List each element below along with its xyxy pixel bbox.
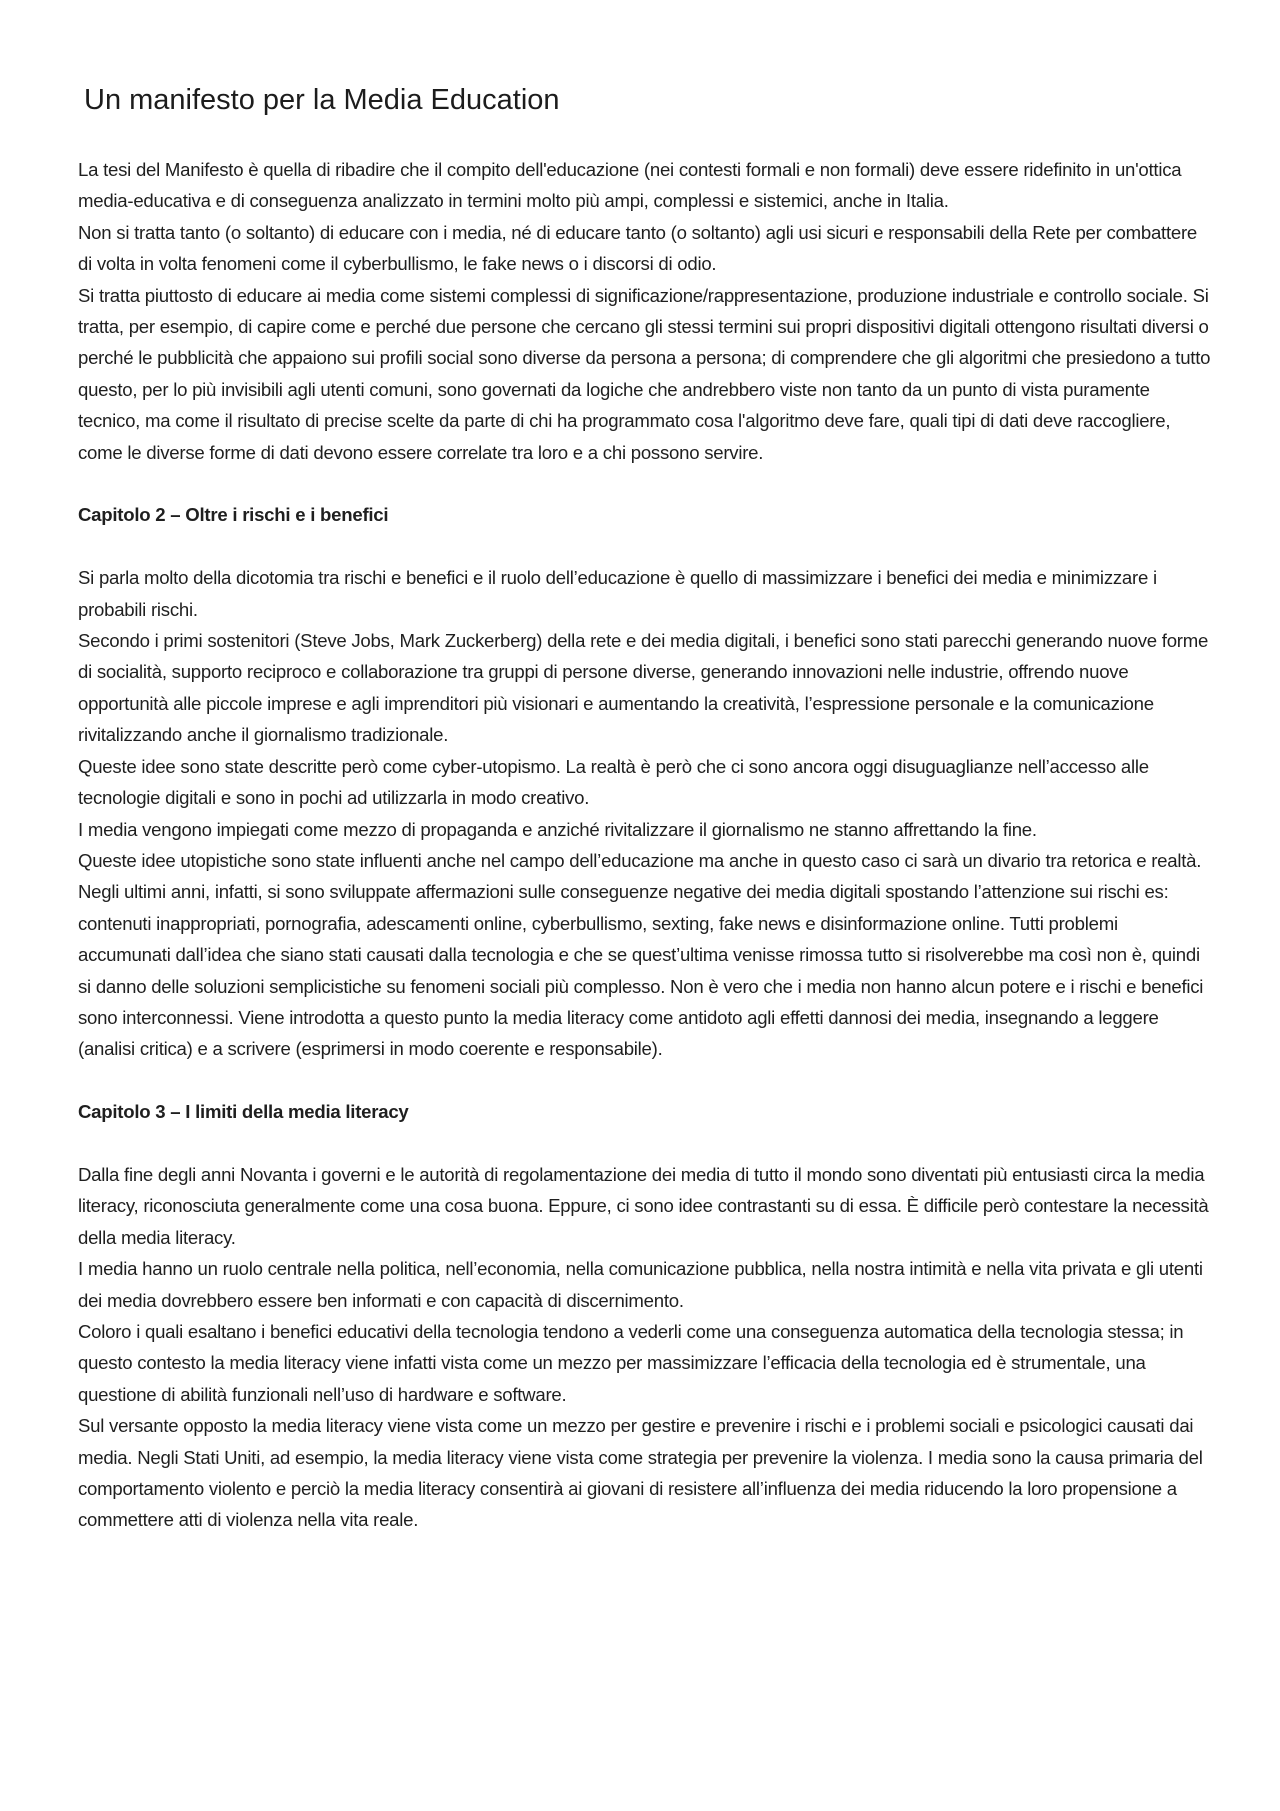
blank-line (78, 1065, 1212, 1096)
chapter-2-paragraph: I media vengono impiegati come mezzo di propaganda e anziché rivitalizzare il giornalismo ne stanno affrettando la fine. (78, 818, 1037, 840)
blank-line (78, 1128, 1212, 1159)
chapter-2-paragraph: Si parla molto della dicotomia tra rischi e benefici e il ruolo dell’educazione è quello di massimizzare i benefici dei media e minimizzare i probabili rischi. (78, 567, 1157, 620)
document-title: Un manifesto per la Media Education (84, 84, 560, 116)
chapter-3-section (78, 1096, 1212, 1536)
chapter-2-section (78, 499, 1212, 1064)
chapter-2-paragraph: Negli ultimi anni, infatti, si sono sviluppate affermazioni sulle conseguenze negative dei media digitali spostando l’attenzione sui rischi es: contenuti inappropriati, pornografia, adescamenti online, cyberbullismo, sexting, fake news e disinformazione online. Tutti problemi accumunati dall’idea che siano stati causati dalla tecnologia e che se quest’ultima venisse rimossa tutto si risolverebbe ma così non è, quindi si danno delle soluzioni semplicistiche su fenomeni sociali più complesso. Non è vero che i media non hanno alcun potere e i rischi e benefici sono interconnessi. Viene introdotta a questo punto la media literacy come antidoto agli effetti dannosi dei media, insegnando a leggere (analisi critica) e a scrivere (esprimersi in modo coerente e responsabile). (78, 881, 1204, 1060)
chapter-3-paragraph: I media hanno un ruolo centrale nella politica, nell’economia, nella comunicazione pubblica, nella nostra intimità e nella vita privata e gli utenti dei media dovrebbero essere ben informati e con capacità di discernimento. (78, 1258, 1203, 1311)
intro-paragraph: Si tratta piuttosto di educare ai media come sistemi complessi di significazione/rappresentazione, produzione industriale e controllo sociale. Si tratta, per esempio, di capire come e perché due persone che cercano gli stessi termini sui propri dispositivi digitali ottengono risultati diversi o perché le pubblicità che appaiono sui profili social sono diverse da persona a persona; di comprendere che gli algoritmi che presiedono a tutto questo, per lo più invisibili agli utenti comuni, sono governati da logiche che andrebbero viste non tanto da un punto di vista puramente tecnico, ma come il risultato di precise scelte da parte di chi ha programmato cosa l'algoritmo deve fare, quali tipi di dati deve raccogliere, come le diverse forme di dati devono essere correlate tra loro e a chi possono servire. (78, 284, 1211, 463)
document-body (78, 154, 1212, 1536)
blank-line (78, 468, 1212, 499)
blank-line (78, 531, 1212, 562)
chapter-3-paragraph: Coloro i quali esaltano i benefici educativi della tecnologia tendono a vederli come una conseguenza automatica della tecnologia stessa; in questo contesto la media literacy viene infatti vista come un mezzo per massimizzare l’efficacia della tecnologia ed è strumentale, una questione di abilità funzionali nell’uso di hardware e software. (78, 1320, 1184, 1405)
chapter-2-heading: Capitolo 2 – Oltre i rischi e i benefici (78, 504, 389, 526)
chapter-3-paragraph: Sul versante opposto la media literacy viene vista come un mezzo per gestire e prevenire i rischi e i problemi sociali e psicologici causati dai media. Negli Stati Uniti, ad esempio, la media literacy viene vista come strategia per prevenire la violenza. I media sono la causa primaria del comportamento violento e perciò la media literacy consentirà ai giovani di resistere all’influenza dei media riducendo la loro propensione a commettere atti di violenza nella vita reale. (78, 1415, 1203, 1531)
intro-paragraph: La tesi del Manifesto è quella di ribadire che il compito dell'educazione (nei contesti formali e non formali) deve essere ridefinito in un'ottica media-educativa e di conseguenza analizzato in termini molto più ampi, complessi e sistemici, anche in Italia. (78, 159, 1182, 212)
chapter-2-paragraph: Queste idee sono state descritte però come cyber-utopismo. La realtà è però che ci sono ancora oggi disuguaglianze nell’accesso alle tecnologie digitali e sono in pochi ad utilizzarla in modo creativo. (78, 755, 1149, 809)
chapter-3-paragraph: Dalla fine degli anni Novanta i governi e le autorità di regolamentazione dei media di tutto il mondo sono diventati più entusiasti circa la media literacy, riconosciuta generalmente come una cosa buona. Eppure, ci sono idee contrastanti su di essa. È difficile però contestare la necessità della media literacy. (78, 1163, 1209, 1248)
chapter-2-paragraph: Secondo i primi sostenitori (Steve Jobs, Mark Zuckerberg) della rete e dei media digitali, i benefici sono stati parecchi generando nuove forme di socialità, supporto reciproco e collaborazione tra gruppi di persone diverse, generando innovazioni nelle industrie, offrendo nuove opportunità alle piccole imprese e agli imprenditori più visionari e aumentando la creatività, l’espressione personale e la comunicazione rivitalizzando anche il giornalismo tradizionale. (78, 630, 1209, 746)
chapter-3-heading: Capitolo 3 – I limiti della media literacy (78, 1101, 409, 1123)
intro-paragraph: Non si tratta tanto (o soltanto) di educare con i media, né di educare tanto (o soltanto) agli usi sicuri e responsabili della Rete per combattere di volta in volta fenomeni come il cyberbullismo, le fake news o i discorsi di odio. (78, 221, 1198, 275)
chapter-2-paragraph: Queste idee utopistiche sono state influenti anche nel campo dell’educazione ma anche in questo caso ci sarà un divario tra retorica e realtà. (78, 849, 1202, 871)
intro-section (78, 154, 1212, 468)
